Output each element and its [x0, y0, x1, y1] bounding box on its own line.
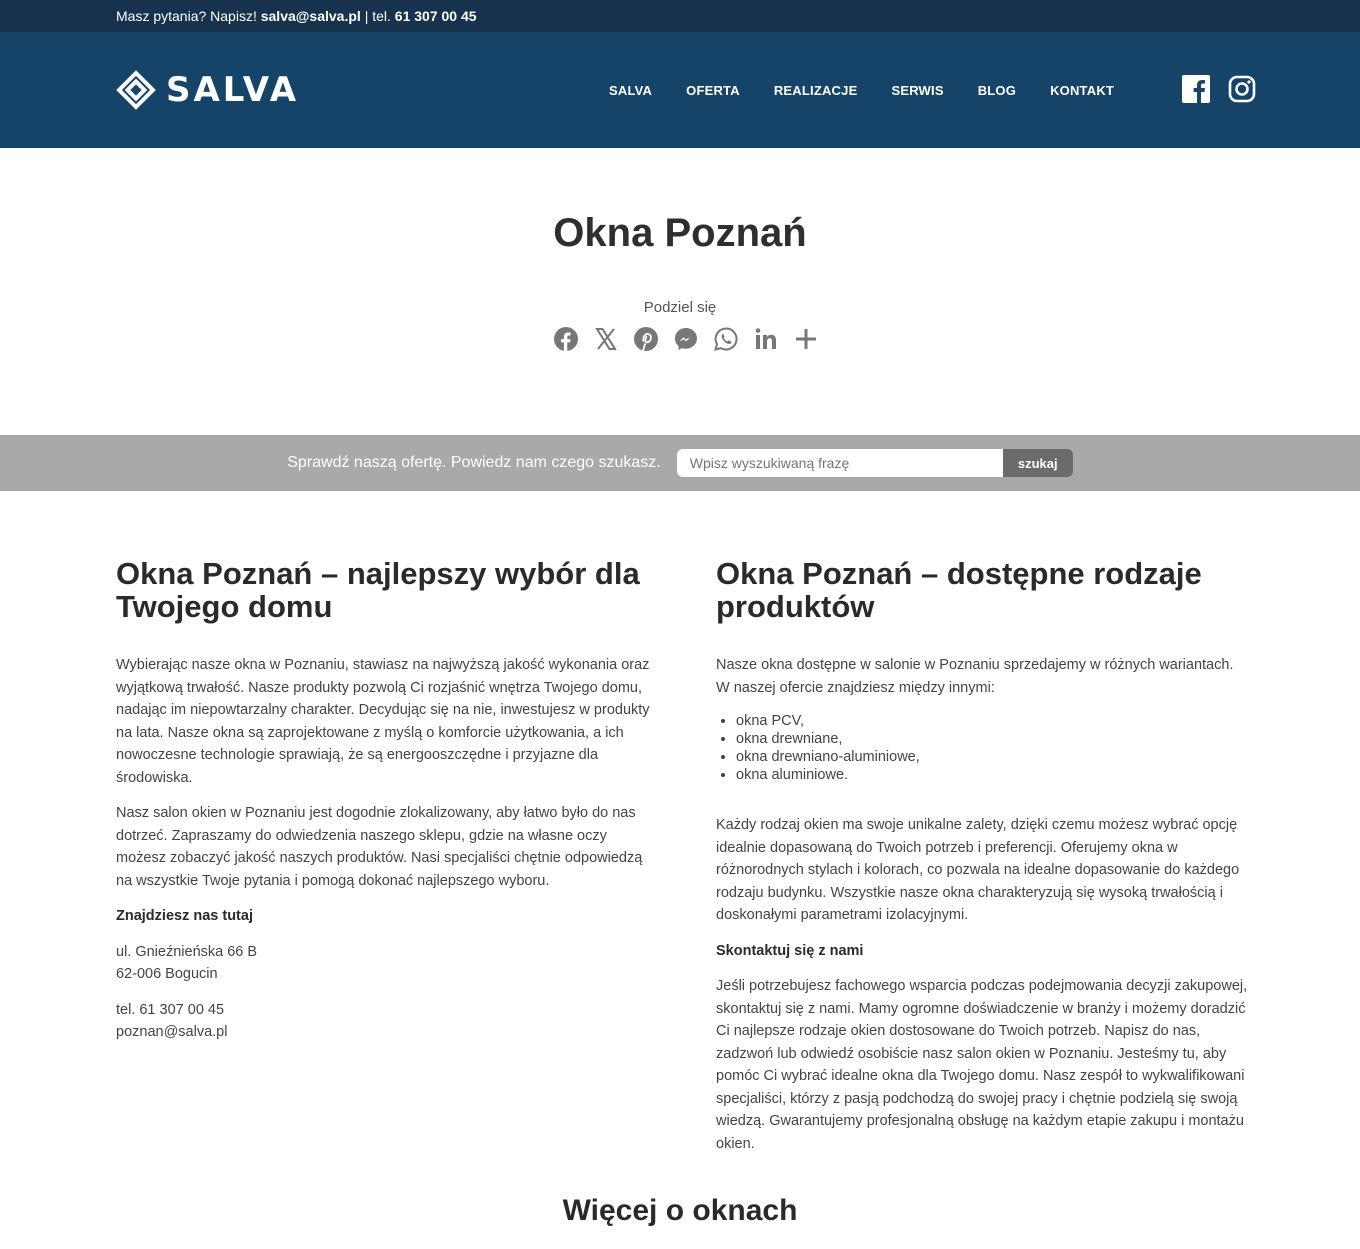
right-column [716, 557, 1250, 1168]
nav-item-kontakt[interactable]: KONTAKT [1050, 82, 1115, 98]
share-facebook-icon[interactable] [553, 326, 579, 352]
more-about-windows-heading: Więcej o oknach [562, 1194, 798, 1227]
address-block [116, 941, 650, 986]
list-item: • okna aluminiowe. [736, 766, 1250, 784]
page-hero [0, 148, 1360, 435]
logo-text: SALVA [166, 70, 300, 110]
logo-diamond-icon [116, 70, 156, 110]
right-paragraph-1: Nasze okna dostępne w salonie w Poznaniu sprzedajemy w różnych wariantach. W naszej ofercie znajdziesz między innymi: [716, 657, 1234, 696]
contact-block [116, 999, 650, 1044]
topbar-phone-link[interactable]: 61 307 00 45 [394, 8, 477, 24]
contact-topbar [0, 0, 1360, 32]
topbar-prefix: Masz pytania? Napisz! [116, 8, 257, 24]
right-heading: Okna Poznań – dostępne rodzaje produktów [716, 556, 1202, 624]
offer-search-bar [0, 435, 1360, 491]
address-street: ul. Gnieźnieńska 66 B [116, 943, 258, 960]
left-heading: Okna Poznań – najlepszy wybór dla Twojego domu [116, 556, 640, 624]
nav-item-blog[interactable]: BLOG [977, 82, 1017, 98]
contact-us-heading: Skontaktuj się z nami [716, 942, 864, 959]
share-more-plus-icon[interactable] [793, 326, 819, 352]
facebook-icon[interactable] [1182, 75, 1210, 103]
main-content [0, 491, 1360, 1151]
page-title: Okna Poznań [553, 211, 807, 255]
address-city: 62-006 Bogucin [116, 966, 218, 982]
social-links [1182, 75, 1256, 103]
search-input[interactable] [677, 449, 1003, 477]
list-item: • okna PCV, [736, 712, 1250, 730]
instagram-icon[interactable] [1228, 75, 1256, 103]
left-paragraph-2: Nasz salon okien w Poznaniu jest dogodnie zlokalizowany, aby łatwo było do nas dotrzeć. Zapraszamy do odwiedzenia naszego sklepu, gdzie na własne oczy możesz zobaczyć jakość naszych produktów. Nasi specjaliści chętnie odpowiedzą na wszystkie Twoje pytania i pomogą dokonać najlepszego wyboru. [116, 805, 643, 889]
contact-phone[interactable]: tel. 61 307 00 45 [116, 1001, 225, 1018]
share-buttons [12, 326, 1360, 352]
search-prompt: Sprawdź naszą ofertę. Powiedz nam czego szukasz. [287, 454, 661, 471]
main-nav [592, 32, 1131, 148]
nav-item-oferta[interactable]: OFERTA [686, 82, 740, 98]
topbar-email-link[interactable]: salva@salva.pl [260, 8, 361, 24]
left-column [116, 557, 650, 1057]
nav-item-salva[interactable]: SALVA [609, 82, 653, 98]
right-paragraph-3: Jeśli potrzebujesz fachowego wsparcia podczas podejmowania decyzji zakupowej, skontaktuj się z nami. Mamy ogromne doświadczenie w branży i możemy doradzić Ci najlepsze rodzaje okien dostosowane do Twoich potrzeb. Napisz do nas, zadzwoń lub odwiedź osobiście nasz salon okien w Poznaniu. Jesteśmy tu, aby pomóc Ci wybrać idealne okna dla Twojego domu. Nasz zespół to wykwalifikowani specjaliści, którzy z pasją podchodzą do swojej pracy i chętnie podzielą się swoją wiedzą. Gwarantujemy profesjonalną obsługę na każdym etapie zakupu i montażu okien. [716, 978, 1248, 1152]
right-paragraph-2: Każdy rodzaj okien ma swoje unikalne zalety, dzięki czemu możesz wybrać opcję idealnie dopasowaną do Twoich potrzeb i preferencji. Oferujemy okna w różnorodnych stylach i kolorach, co pozwala na idealne dopasowanie do każdego rodzaju budynku. Wszystkie nasze okna charakteryzują się wysoką trwałością i doskonałymi parametrami izolacyjnymi. [716, 817, 1240, 923]
topbar-separator: | [364, 8, 369, 24]
share-messenger-icon[interactable] [673, 326, 699, 352]
left-paragraph-1: Wybierając nasze okna w Poznaniu, stawiasz na najwyższą jakość wykonania oraz wyjątkową trwałość. Nasze produkty pozwolą Ci rozjaśnić wnętrza Twojego domu, nadając im niepowtarzalny charakter. Decydując się na nie, inwestujesz w produkty na lata. Nasze okna są zaprojektowane z myślą o komforcie użytkowania, a ich nowoczesne technologie sprawiają, że są energooszczędne i przyjazne dla środowiska. [116, 657, 650, 786]
nav-item-realizacje[interactable]: REALIZACJE [773, 82, 858, 98]
search-button[interactable]: szukaj [1003, 449, 1073, 477]
contact-email[interactable]: poznan@salva.pl [116, 1024, 228, 1040]
site-logo[interactable] [116, 70, 299, 110]
find-us-heading: Znajdziesz nas tutaj [116, 908, 253, 924]
share-pinterest-icon[interactable] [633, 326, 659, 352]
share-linkedin-icon[interactable] [753, 326, 779, 352]
topbar-tel-label: tel. [372, 8, 391, 24]
list-item: • okna drewniano-aluminiowe, [736, 748, 1250, 766]
share-whatsapp-icon[interactable] [713, 326, 739, 352]
product-list [736, 712, 1250, 784]
nav-item-serwis[interactable]: SERWIS [891, 82, 944, 98]
site-header [0, 32, 1360, 148]
share-label: Podziel się [643, 299, 717, 316]
list-item: • okna drewniane, [736, 730, 1250, 748]
share-x-icon[interactable] [593, 326, 619, 352]
